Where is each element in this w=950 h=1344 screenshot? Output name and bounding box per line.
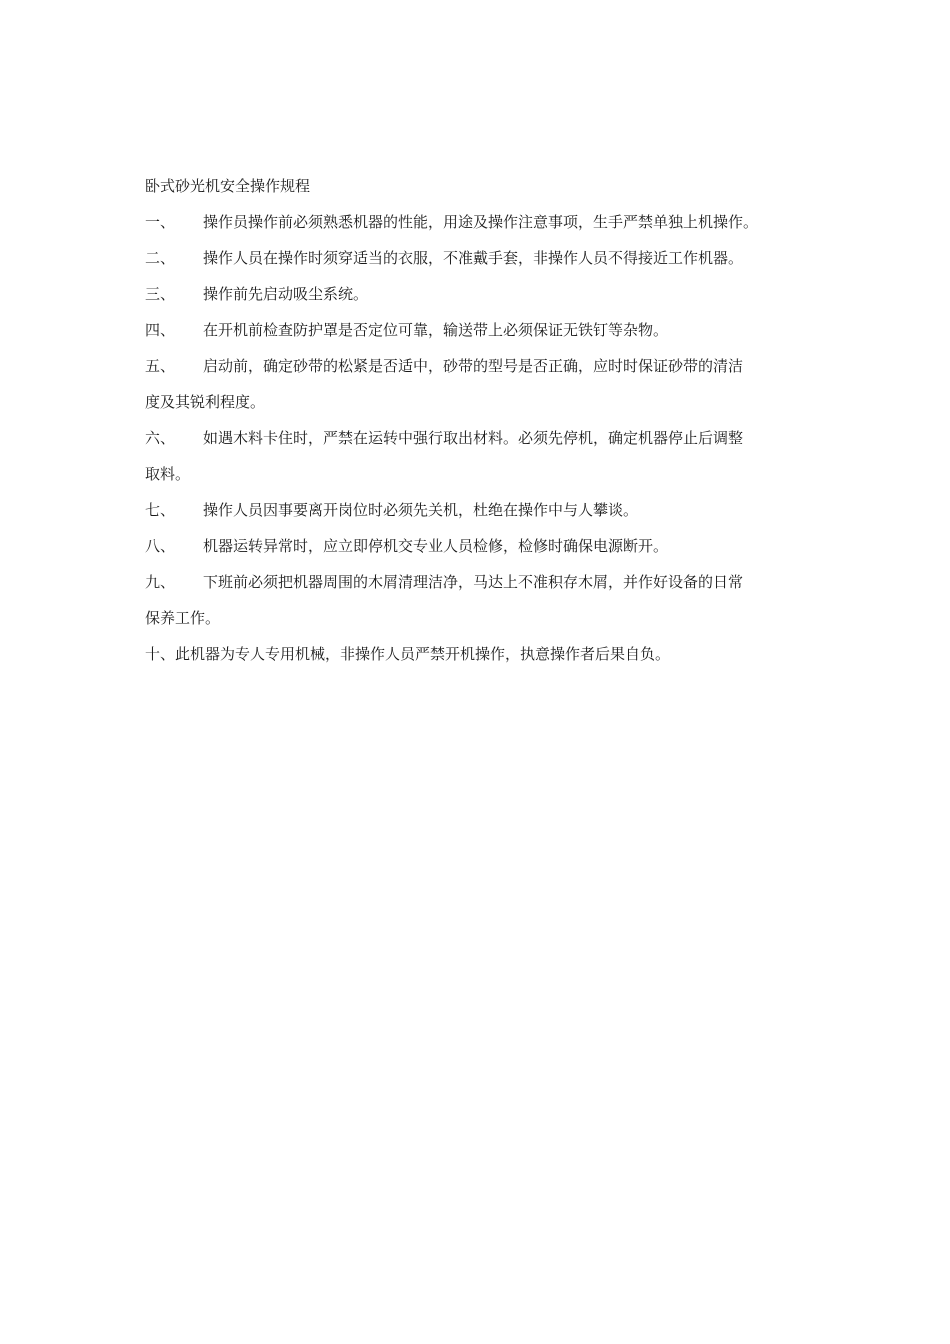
item-number: 六、: [145, 429, 176, 447]
item-text: 在开机前检查防护罩是否定位可靠，输送带上必须保证无铁钉等杂物。: [203, 321, 669, 339]
item-number: 四、: [145, 321, 176, 339]
item-text: 启动前，确定砂带的松紧是否适中，砂带的型号是否正确，应时时保证砂带的清洁: [203, 357, 744, 375]
item-text-continuation: 取料。: [145, 465, 191, 483]
item-text: 操作前先启动吸尘系统。: [203, 285, 369, 303]
list-item: [145, 353, 825, 415]
item-text: 操作人员因事要离开岗位时必须先关机，杜绝在操作中与人攀谈。: [203, 501, 639, 519]
item-number: 七、: [145, 501, 176, 519]
item-text: 机器运转异常时，应立即停机交专业人员检修，检修时确保电源断开。: [203, 537, 669, 555]
item-number: 九、: [145, 573, 176, 591]
item-number: 八、: [145, 537, 176, 555]
item-text-continuation: 度及其锐利程度。: [145, 393, 266, 411]
document-title: 卧式砂光机安全操作规程: [145, 177, 311, 195]
list-item: [145, 245, 825, 271]
list-item: [145, 641, 825, 667]
list-item: [145, 209, 825, 235]
list-item: [145, 497, 825, 523]
item-number: 二、: [145, 249, 176, 267]
item-text: 操作人员在操作时须穿适当的衣服，不准戴手套，非操作人员不得接近工作机器。: [203, 249, 744, 267]
list-item: [145, 281, 825, 307]
item-text: 如遇木料卡住时，严禁在运转中强行取出材料。必须先停机，确定机器停止后调整: [203, 429, 744, 447]
item-text: 此机器为专人专用机械，非操作人员严禁开机操作，执意操作者后果自负。: [175, 645, 671, 663]
list-item: [145, 569, 825, 631]
list-item: [145, 533, 825, 559]
item-number: 三、: [145, 285, 176, 303]
list-item: [145, 317, 825, 343]
document-body: [145, 173, 825, 677]
item-number: 一、: [145, 213, 176, 231]
list-item: [145, 425, 825, 487]
item-number: 十、: [145, 645, 176, 663]
item-number: 五、: [145, 357, 176, 375]
item-text: 操作员操作前必须熟悉机器的性能，用途及操作注意事项，生手严禁单独上机操作。: [203, 213, 759, 231]
item-text: 下班前必须把机器周围的木屑清理洁净，马达上不准积存木屑，并作好设备的日常: [203, 573, 744, 591]
item-text-continuation: 保养工作。: [145, 609, 221, 627]
